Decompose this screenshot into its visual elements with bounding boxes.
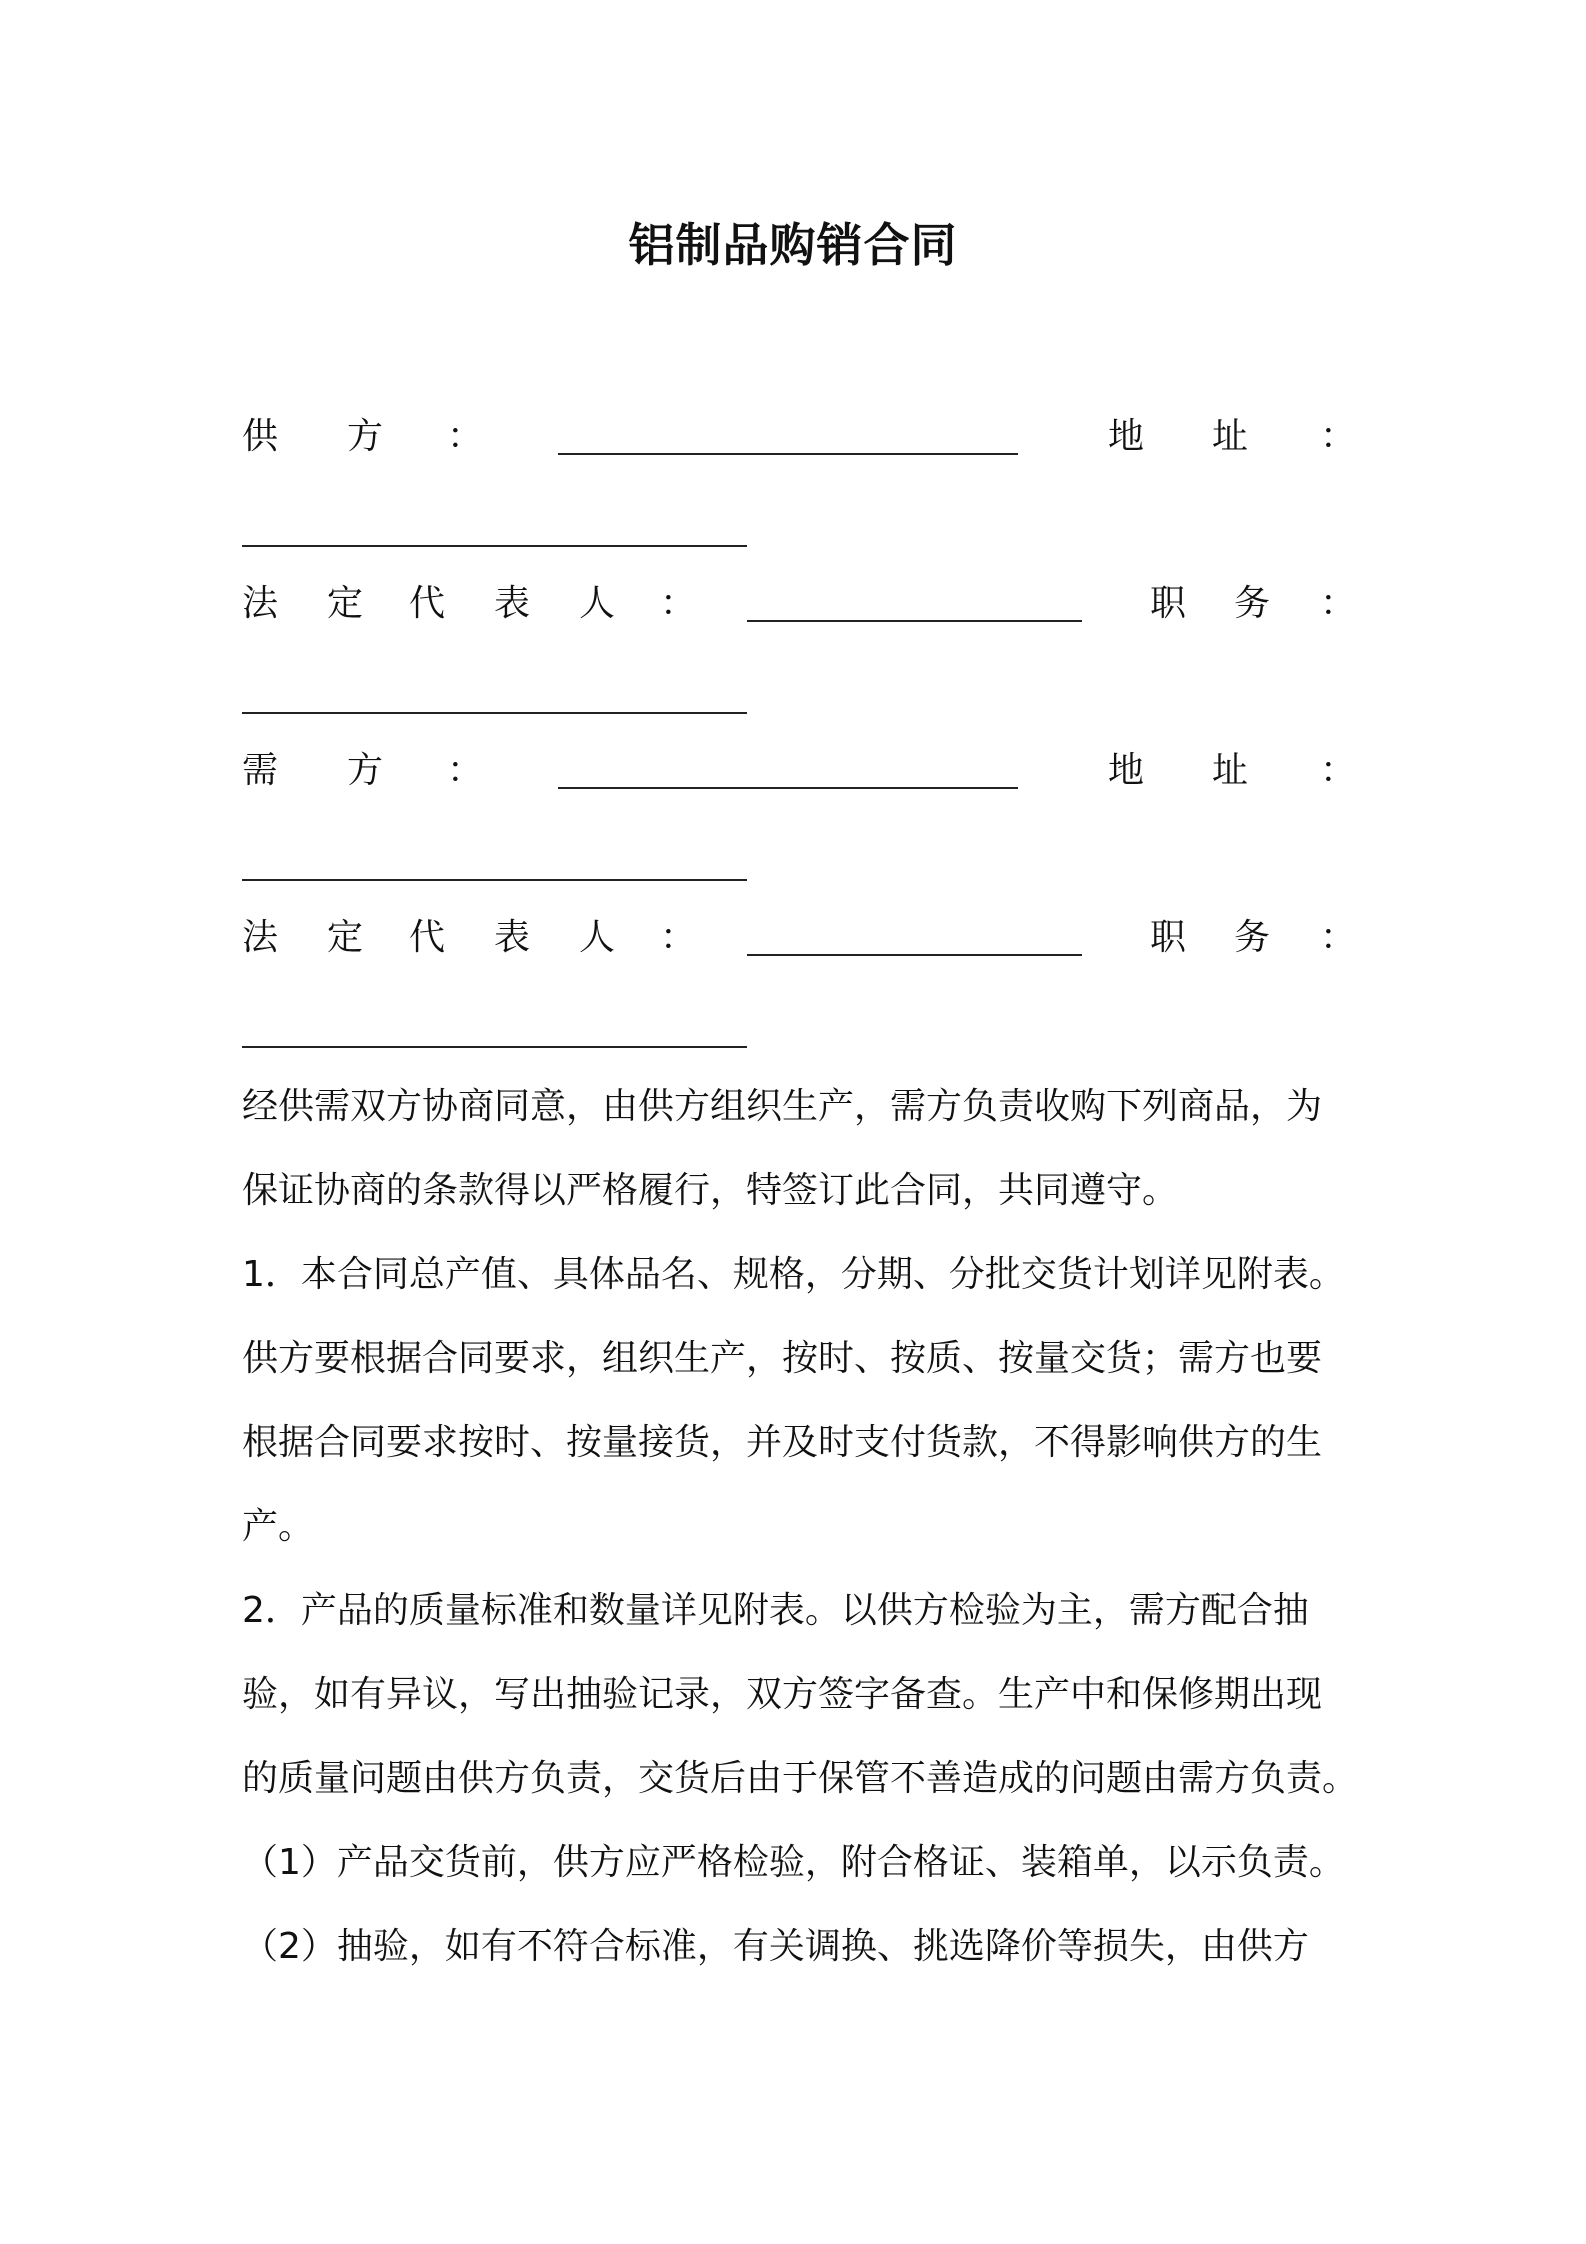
title-label-char: 务 xyxy=(1234,917,1271,958)
rep-label-colon: ： xyxy=(660,583,697,624)
buyer-label-char: 需 xyxy=(242,750,279,791)
buyer-representative-blank[interactable] xyxy=(747,954,1082,956)
title-label-char: 职 xyxy=(1150,917,1187,958)
buyer-address-row xyxy=(242,842,1362,902)
rep-label-char: 表 xyxy=(494,583,531,624)
supplier-address-row xyxy=(242,508,1362,568)
rep-label-colon: ： xyxy=(660,917,697,958)
buyer-representative-row xyxy=(242,908,1362,968)
buyer-address-label-char: 地 xyxy=(1108,750,1145,791)
document-title: 铝制品购销合同 xyxy=(628,218,958,272)
supplier-name-blank[interactable] xyxy=(558,453,1018,455)
rep-label-char: 人 xyxy=(579,917,616,958)
supplier-row xyxy=(242,407,1362,467)
body-line: 产。 xyxy=(242,1506,315,1547)
buyer-name-blank[interactable] xyxy=(558,787,1018,789)
supplier-address-label-char: 地 xyxy=(1108,416,1145,457)
body-line: 2．产品的质量标准和数量详见附表。以供方检验为主，需方配合抽 xyxy=(242,1590,1309,1631)
body-line: （1）产品交货前，供方应严格检验，附合格证、装箱单，以示负责。 xyxy=(242,1842,1345,1883)
contract-body xyxy=(242,1065,1362,1989)
supplier-position-row xyxy=(242,675,1362,735)
body-line: 经供需双方协商同意，由供方组织生产，需方负责收购下列商品，为 xyxy=(242,1086,1323,1127)
supplier-label-char: 方 xyxy=(347,416,384,457)
rep-label-char: 人 xyxy=(579,583,616,624)
buyer-position-row xyxy=(242,1009,1362,1069)
rep-label-char: 定 xyxy=(327,917,364,958)
title-label-char: 务 xyxy=(1234,583,1271,624)
buyer-position-blank[interactable] xyxy=(242,1046,747,1048)
rep-label-char: 表 xyxy=(494,917,531,958)
supplier-address-blank[interactable] xyxy=(242,545,747,547)
supplier-label-colon: ： xyxy=(447,416,484,457)
body-line: 的质量问题由供方负责，交货后由于保管不善造成的问题由需方负责。 xyxy=(242,1758,1359,1799)
supplier-representative-blank[interactable] xyxy=(747,620,1082,622)
supplier-representative-row xyxy=(242,574,1362,634)
rep-label-char: 代 xyxy=(409,917,446,958)
buyer-row xyxy=(242,741,1362,801)
buyer-address-label-char: 址 xyxy=(1212,750,1249,791)
supplier-address-label-colon: ： xyxy=(1320,416,1357,457)
body-line: 1．本合同总产值、具体品名、规格，分期、分批交货计划详见附表。 xyxy=(242,1254,1345,1295)
buyer-label-char: 方 xyxy=(347,750,384,791)
buyer-address-label-colon: ： xyxy=(1320,750,1357,791)
title-label-char: 职 xyxy=(1150,583,1187,624)
body-line: 验，如有异议，写出抽验记录，双方签字备查。生产中和保修期出现 xyxy=(242,1674,1323,1715)
rep-label-char: 定 xyxy=(327,583,364,624)
supplier-label-char: 供 xyxy=(242,416,279,457)
supplier-position-blank[interactable] xyxy=(242,712,747,714)
rep-label-char: 法 xyxy=(242,583,279,624)
rep-label-char: 代 xyxy=(409,583,446,624)
body-line: 根据合同要求按时、按量接货，并及时支付货款，不得影响供方的生 xyxy=(242,1422,1323,1463)
buyer-address-blank[interactable] xyxy=(242,879,747,881)
body-line: （2）抽验，如有不符合标准，有关调换、挑选降价等损失，由供方 xyxy=(242,1926,1309,1967)
title-label-colon: ： xyxy=(1320,917,1357,958)
body-line: 保证协商的条款得以严格履行，特签订此合同，共同遵守。 xyxy=(242,1170,1179,1211)
supplier-address-label-char: 址 xyxy=(1212,416,1249,457)
title-label-colon: ： xyxy=(1320,583,1357,624)
body-line: 供方要根据合同要求，组织生产，按时、按质、按量交货；需方也要 xyxy=(242,1338,1323,1379)
buyer-label-colon: ： xyxy=(447,750,484,791)
rep-label-char: 法 xyxy=(242,917,279,958)
